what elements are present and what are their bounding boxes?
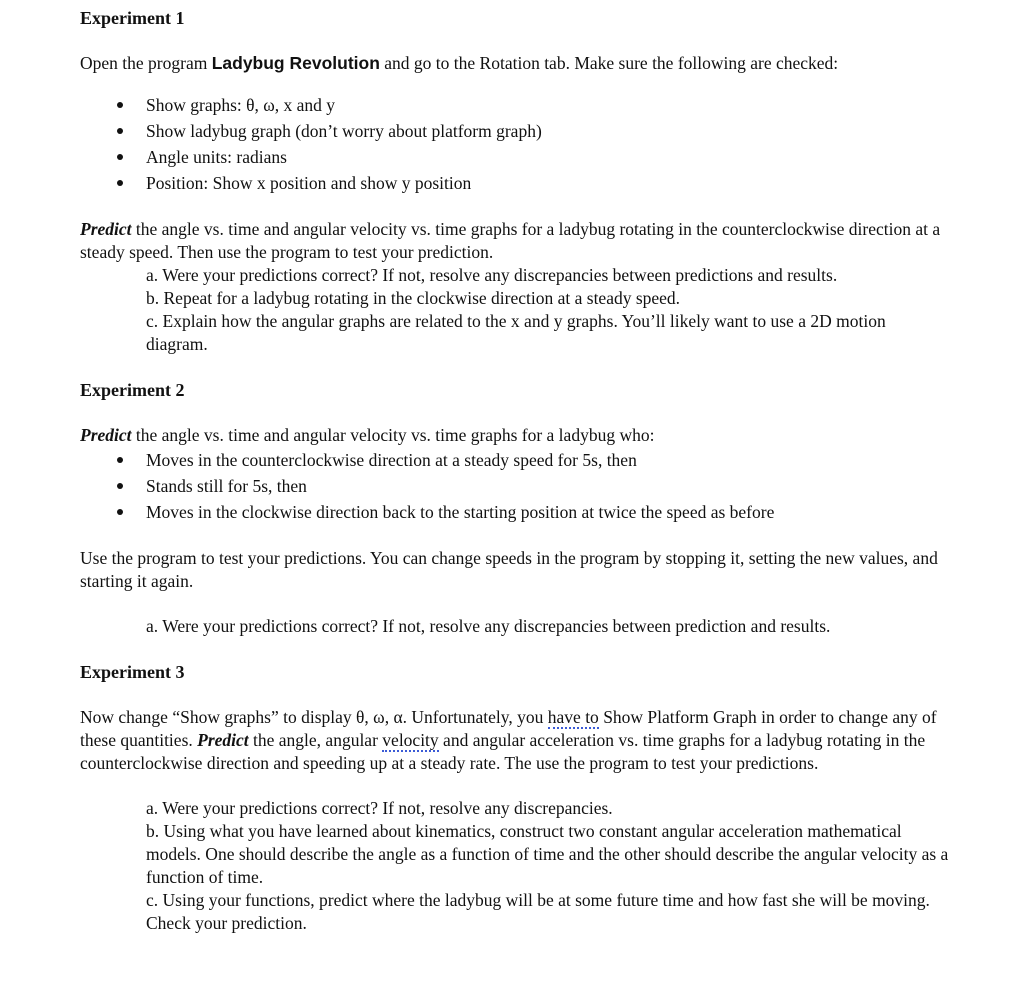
experiment-3-heading: Experiment 3: [80, 662, 185, 682]
experiment-2-questions: [80, 615, 950, 638]
experiment-2-use-text: Use the program to test your predictions. You can change speeds in the program by stopping it, setting the new values, and starting it again.: [80, 548, 938, 591]
experiment-2-heading: Experiment 2: [80, 380, 185, 400]
question-c: c. Explain how the angular graphs are related to the x and y graphs. You’ll likely want to use a 2D motion diagram.: [146, 311, 886, 354]
experiment-3-questions: [80, 797, 950, 935]
question-a: a. Were your predictions correct? If not, resolve any discrepancies between predictions and results.: [146, 265, 838, 285]
program-name: Ladybug Revolution: [211, 53, 380, 73]
experiment-1-heading: Experiment 1: [80, 8, 185, 28]
predict-text: the angle vs. time and angular velocity vs. time graphs for a ladybug rotating in the counterclockwise direction at a steady speed. Then use the program to test your prediction.: [80, 219, 941, 262]
list-item: Show graphs: θ, ω, x and y: [80, 92, 950, 118]
experiment-2-steps: [80, 447, 950, 525]
question-b: b. Repeat for a ladybug rotating in the clockwise direction at a steady speed.: [146, 288, 681, 308]
predict-text: the angle vs. time and angular velocity vs. time graphs for a ladybug who:: [131, 425, 655, 445]
predict-word: Predict: [80, 425, 132, 445]
experiment-1-intro: [80, 52, 950, 75]
experiment-1-questions: [80, 264, 950, 356]
question-a: a. Were your predictions correct? If not, resolve any discrepancies between prediction and results.: [146, 616, 831, 636]
question-c: c. Using your functions, predict where the ladybug will be at some future time and how fast she will be moving. Check your prediction.: [146, 890, 930, 933]
instructions-text: Show Platform Graph in order to change any of these quantities.: [80, 707, 937, 750]
list-item: Moves in the clockwise direction back to the starting position at twice the speed as before: [80, 499, 950, 525]
intro-text-post: and go to the Rotation tab. Make sure the following are checked:: [379, 53, 839, 73]
instructions-text: the angle, angular: [248, 730, 383, 750]
predict-word: Predict: [80, 219, 132, 239]
list-item: Moves in the counterclockwise direction at a steady speed for 5s, then: [80, 447, 950, 473]
experiment-1-predict: [80, 218, 950, 264]
predict-word: Predict: [197, 730, 249, 750]
instructions-text: Now change “Show graphs” to display θ, ω, α. Unfortunately, you: [80, 707, 548, 727]
document-page: [80, 6, 950, 935]
experiment-2-predict: [80, 424, 950, 447]
spellcheck-underline-velocity: velocity: [382, 730, 439, 750]
list-item: Stands still for 5s, then: [80, 473, 950, 499]
experiment-3-instructions: [80, 706, 950, 775]
question-a: a. Were your predictions correct? If not, resolve any discrepancies.: [146, 798, 613, 818]
question-b: b. Using what you have learned about kinematics, construct two constant angular acceleration mathematical models. One should describe the angle as a function of time and the other should describe the angular velocity as a function of time.: [146, 821, 949, 887]
list-item: Show ladybug graph (don’t worry about platform graph): [80, 118, 950, 144]
instructions-text: and angular acceleration vs. time graphs for a ladybug rotating in the counterclockwise direction and speeding up at a steady rate. The use the program to test your predictions.: [80, 730, 926, 773]
spellcheck-underline-have-to: have to: [547, 707, 599, 727]
intro-text-pre: Open the program: [80, 53, 212, 73]
experiment-1-checklist: [80, 92, 950, 196]
list-item: Position: Show x position and show y position: [80, 170, 950, 196]
list-item: Angle units: radians: [80, 144, 950, 170]
